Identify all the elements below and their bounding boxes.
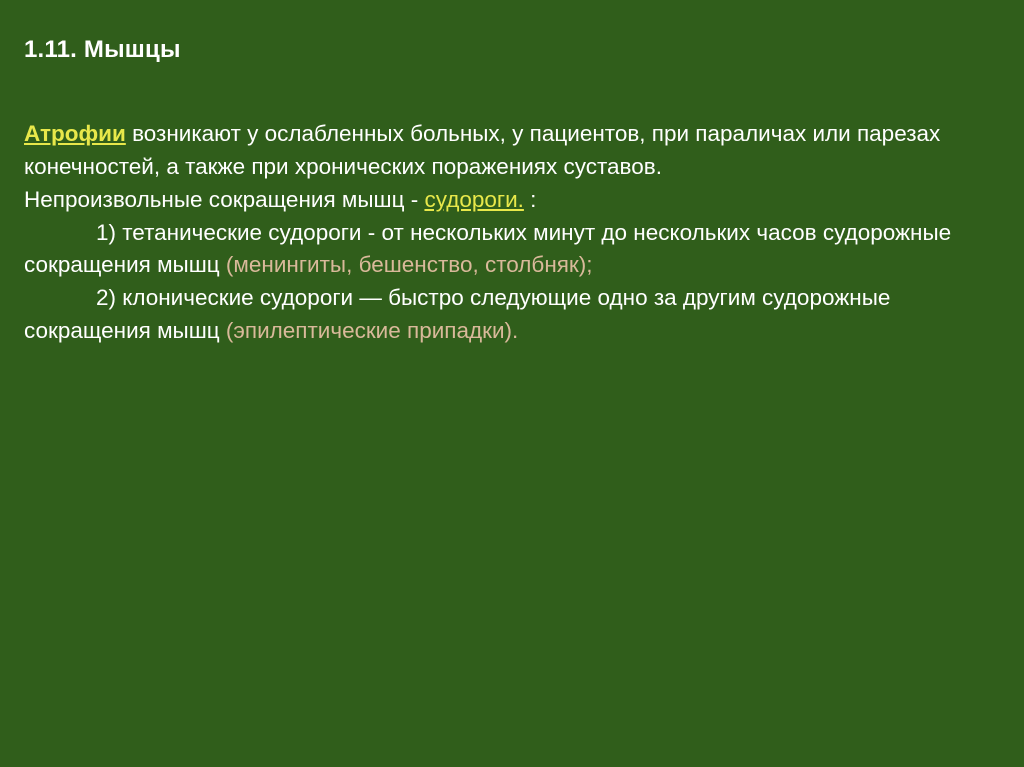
- page-title: 1.11. Мышцы: [24, 36, 181, 63]
- tetanic-marker: 1) тетанические судороги: [96, 219, 362, 245]
- paragraph-tetanic: [24, 217, 984, 283]
- tetanic-note: (менингиты, бешенство, столбняк);: [225, 252, 593, 278]
- clonic-text: — быстро следующие одно за другим судорожные сокращения мышц: [24, 285, 891, 344]
- tetanic-text: - от нескольких минут до нескольких часов судорожные сокращения мышц: [24, 219, 952, 278]
- cramps-lead-text: Непроизвольные сокращения мышц -: [24, 186, 425, 212]
- keyword-atrophy: Атрофии: [24, 121, 126, 146]
- slide-body: [24, 118, 984, 348]
- cramps-tail-text: :: [523, 186, 537, 212]
- keyword-cramps: судороги.: [424, 186, 524, 212]
- clonic-marker: 2) клонические судороги: [96, 285, 354, 311]
- paragraph-atrophy: [24, 118, 984, 184]
- paragraph-atrophy-text: возникают у ослабленных больных, у пациентов, при параличах или парезах конечностей, а также при хронических поражениях суставов.: [24, 121, 941, 179]
- clonic-note: (эпилептические припадки).: [225, 318, 519, 344]
- paragraph-cramps-intro: [24, 184, 984, 217]
- paragraph-clonic: [24, 282, 984, 348]
